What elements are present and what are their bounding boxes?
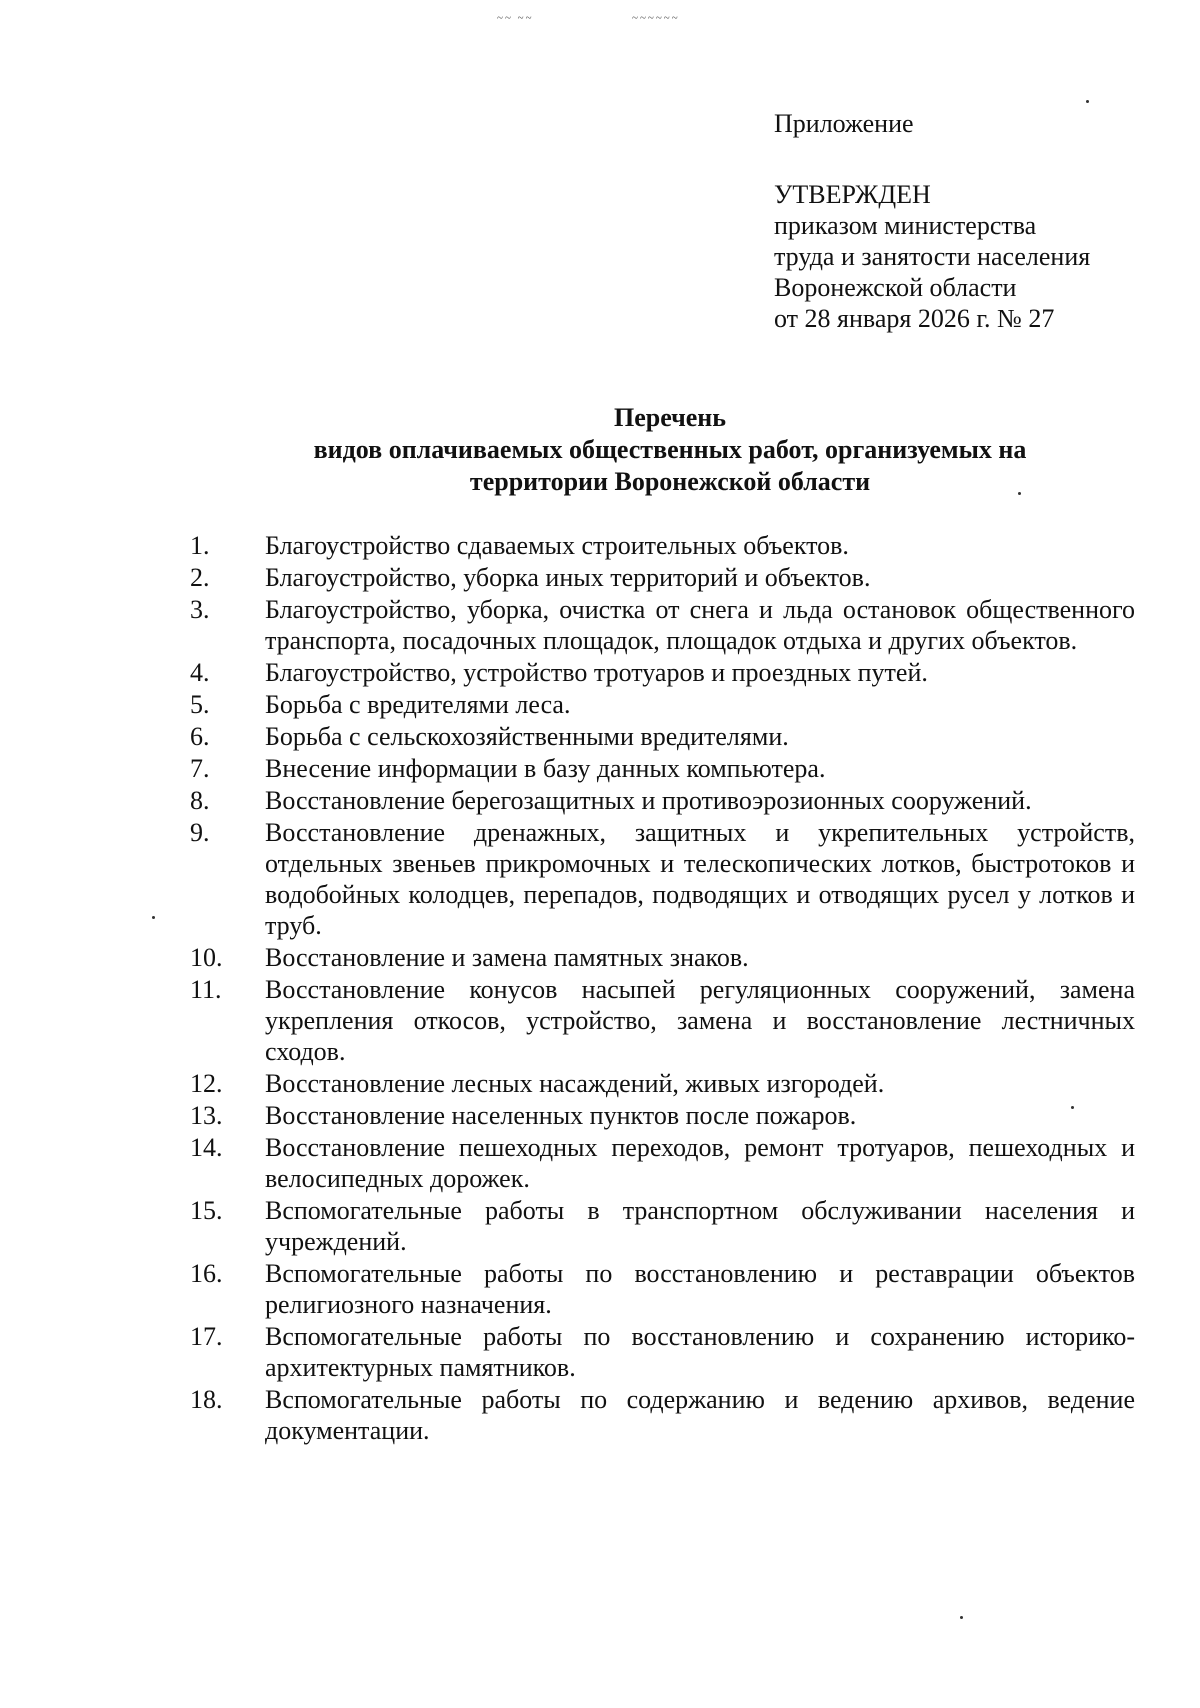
title-line: видов оплачиваемых общественных работ, организуемых на: [313, 435, 1027, 464]
item-number: 9.: [190, 818, 210, 847]
item-number: 4.: [190, 658, 210, 687]
item-text: Восстановление конусов насыпей регуляционных сооружений, замена укрепления откосов, устройство, замена и восстановление лестничных сходов.: [265, 975, 1135, 1066]
scan-speck: [1086, 100, 1089, 103]
list-item: [190, 530, 1135, 561]
item-text: Восстановление берегозащитных и противоэрозионных сооружений.: [265, 786, 1032, 815]
scan-artifact: ~~ ~~: [497, 12, 534, 24]
item-number: 3.: [190, 595, 210, 624]
item-text: Внесение информации в базу данных компьютера.: [265, 754, 826, 783]
scan-artifact: ~~~~~~: [632, 12, 680, 24]
approval-line: приказом министерства: [774, 211, 1037, 240]
list-item: [190, 657, 1135, 688]
item-number: 14.: [190, 1133, 223, 1162]
item-number: 13.: [190, 1101, 223, 1130]
list-item: [190, 1100, 1135, 1131]
item-text: Борьба с вредителями леса.: [265, 690, 571, 719]
approved-label: УТВЕРЖДЕН: [774, 180, 931, 209]
list-item: [190, 689, 1135, 720]
list-item: [190, 721, 1135, 752]
scan-speck: [960, 1616, 963, 1619]
approval-line: труда и занятости населения: [774, 242, 1091, 271]
list-item: [190, 753, 1135, 784]
item-text: Восстановление пешеходных переходов, ремонт тротуаров, пешеходных и велосипедных дорожек.: [265, 1133, 1135, 1193]
item-number: 6.: [190, 722, 210, 751]
item-text: Вспомогательные работы по содержанию и ведению архивов, ведение документации.: [265, 1385, 1135, 1445]
document-title: [180, 402, 1160, 498]
appendix-label: Приложение: [774, 109, 914, 138]
list-item: [190, 1384, 1135, 1446]
item-text: Благоустройство, уборка, очистка от снега и льда остановок общественного транспорта, посадочных площадок, площадок отдыха и других объектов.: [265, 595, 1135, 655]
list-item: [190, 562, 1135, 593]
list-item: [190, 1195, 1135, 1257]
item-text: Благоустройство, уборка иных территорий и объектов.: [265, 563, 871, 592]
list-item: [190, 1258, 1135, 1320]
item-number: 1.: [190, 531, 210, 560]
list-item: [190, 1321, 1135, 1383]
item-number: 8.: [190, 786, 210, 815]
item-number: 15.: [190, 1196, 223, 1225]
title-line: территории Воронежской области: [469, 467, 871, 496]
list-item: [190, 974, 1135, 1067]
item-number: 18.: [190, 1385, 223, 1414]
item-text: Вспомогательные работы в транспортном обслуживании населения и учреждений.: [265, 1196, 1135, 1256]
item-number: 11.: [190, 975, 222, 1004]
approval-order-date: от 28 января 2026 г. № 27: [774, 304, 1055, 333]
item-number: 10.: [190, 943, 223, 972]
title-line: Перечень: [613, 403, 727, 432]
list-item: [190, 817, 1135, 941]
item-text: Восстановление дренажных, защитных и укрепительных устройств, отдельных звеньев прикромочных и телескопических лотков, быстротоков и водобойных колодцев, перепадов, подводящих и отводящих русел у лотков и труб.: [265, 818, 1135, 940]
list-item: [190, 942, 1135, 973]
item-text: Борьба с сельскохозяйственными вредителями.: [265, 722, 789, 751]
scan-speck: [152, 916, 155, 919]
item-number: 12.: [190, 1069, 223, 1098]
item-text: Восстановление лесных насаждений, живых изгородей.: [265, 1069, 885, 1098]
list-item: [190, 1132, 1135, 1194]
item-text: Восстановление населенных пунктов после пожаров.: [265, 1101, 857, 1130]
item-text: Вспомогательные работы по восстановлению и реставрации объектов религиозного назначения.: [265, 1259, 1135, 1319]
item-number: 7.: [190, 754, 210, 783]
approval-block: [774, 108, 1164, 334]
item-text: Восстановление и замена памятных знаков.: [265, 943, 749, 972]
item-text: Благоустройство, устройство тротуаров и проездных путей.: [265, 658, 928, 687]
item-number: 5.: [190, 690, 210, 719]
approval-line: Воронежской области: [774, 273, 1017, 302]
list-item: [190, 785, 1135, 816]
item-text: Благоустройство сдаваемых строительных объектов.: [265, 531, 849, 560]
list-item: [190, 1068, 1135, 1099]
item-number: 16.: [190, 1259, 223, 1288]
list-item: [190, 594, 1135, 656]
item-number: 2.: [190, 563, 210, 592]
works-list: [190, 530, 1135, 1447]
item-number: 17.: [190, 1322, 223, 1351]
item-text: Вспомогательные работы по восстановлению и сохранению историко-архитектурных памятников.: [265, 1322, 1135, 1382]
